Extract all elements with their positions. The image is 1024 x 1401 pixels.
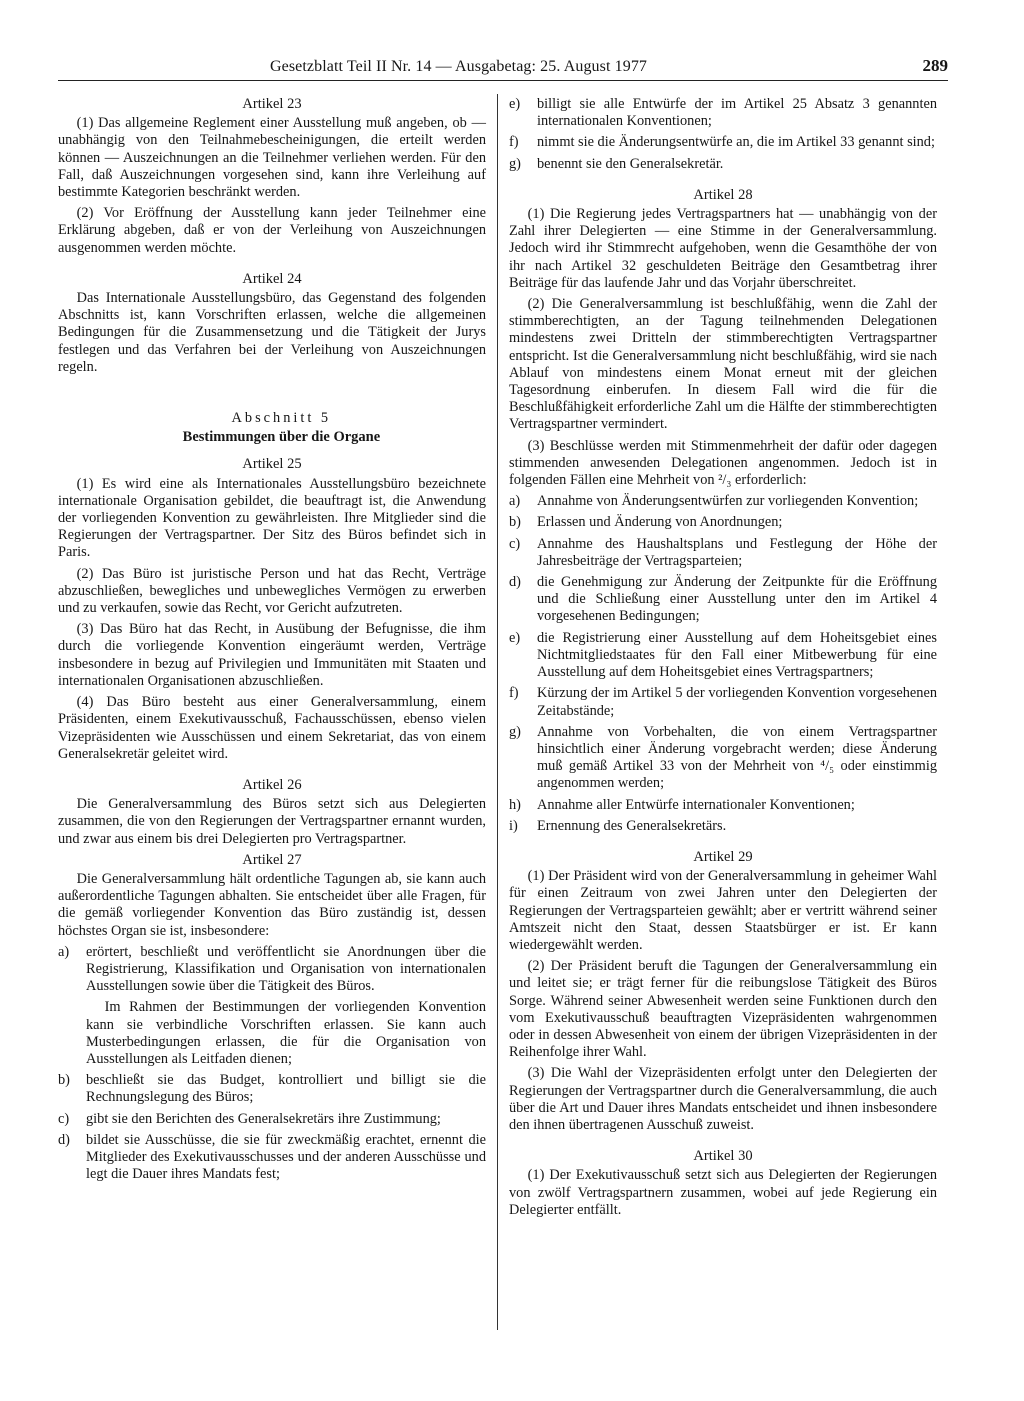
list-item [509,536,937,570]
list-item-text: die Registrierung einer Ausstellung auf dem Hoheitsgebiet eines Nichtmitgliedstaates für den Fall einer Mitbewerbung für eine Ausstellung auf dem Hoheitsgebiet eines Vertragspartners; [537,629,937,681]
article-27-heading: Artikel 27 [242,851,302,868]
article-23-para-1: (1) Das allgemeine Reglement einer Ausstellung muß angeben, ob — unabhängig von den Teilnahmebescheinigungen, die erteilt werden können — Auszeichnungen an die Teilnehmer verliehen werden. Für den Fall, daß Auszeichnungen vorgesehen sind, kann ihre Verleihung auf bestimmte Kategorien beschränkt werden. [58,115,486,201]
list-item-label: d) [509,574,521,591]
list-item [509,724,937,793]
article-29-heading: Artikel 29 [693,848,753,865]
article-25-para-2: (2) Das Büro ist juristische Person und hat das Recht, Verträge abzuschließen, bewegliches und unbewegliches Vermögen zu erwerben und zu verkaufen, sowie das Recht, vor Gericht aufzutreten. [58,565,486,617]
list-item-text: nimmt sie die Änderungsentwürfe an, die im Artikel 33 genannt sind; [537,134,935,151]
list-item-text: Kürzung der im Artikel 5 der vorliegenden Konvention vorgesehenen Zeitabstände; [537,685,937,719]
article-28-heading: Artikel 28 [693,186,753,203]
list-item-text: Annahme aller Entwürfe internationaler Konventionen; [537,796,855,813]
running-title: Gesetzblatt Teil II Nr. 14 — Ausgabetag: 25. August 1977 [270,58,648,75]
list-item [509,514,937,531]
list-item-text: Annahme von Vorbehalten, die von einem Vertragspartner hinsichtlich einer Änderung vorgebracht werden; diese Änderung muß gemäß Artikel 33 von der Mehrheit von ⁴/₅ oder einstimmig angenommen werden; [537,723,937,792]
list-item-label: b) [509,514,521,531]
list-item-text: die Genehmigung zur Änderung der Zeitpunkte für die Eröffnung und die Schließung einer Ausstellung unter den im Artikel 4 vorgesehenen Bedingungen; [537,574,937,625]
list-item [509,630,937,682]
list-item [58,1132,486,1184]
article-30-para-1: (1) Der Exekutivausschuß setzt sich aus Delegierten der Regierungen von zwölf Vertragspartnern zusammen, wobei auf jede Regierung ein Delegierter entfällt. [509,1167,937,1218]
list-item [509,134,937,151]
section-label: Abschnitt 5 [231,410,332,427]
list-item-text: Ernennung des Generalsekretärs. [537,817,727,834]
list-item-label: f) [509,134,519,151]
article-28-para-1: (1) Die Regierung jedes Vertragspartners hat — unabhängig von der Zahl ihrer Delegierten — eine Stimme in der Generalversammlung. Jedoch wird ihr Stimmrecht aufgehoben, wenn die Gesamthöhe der von ihr nach Artikel 32 geschuldeten Beiträge den Gesamtbetrag ihrer Beiträge für das laufende Jahr und das Vorjahr überschreitet. [509,206,937,291]
list-item-text: Annahme des Haushaltsplans und Festlegung der Höhe der Jahresbeiträge der Vertragsparteien; [537,535,937,569]
list-item-label: i) [509,817,518,834]
list-item [509,797,937,814]
list-item-text: gibt sie den Berichten des Generalsekretärs ihre Zustimmung; [86,1110,441,1127]
list-item-label: d) [58,1131,70,1148]
list-item-label: c) [509,535,521,552]
list-item [58,1111,486,1128]
article-25-para-1: (1) Es wird eine als Internationales Ausstellungsbüro bezeichnete internationale Organisation gebildet, die beauftragt ist, die Anwendung der vorliegenden Konvention zu gewährleisten. Ihre Mitglieder sind die Regierungen der Vertragspartner. Der Sitz des Büros befindet sich in Paris. [58,475,486,561]
list-item-text: Annahme von Änderungsentwürfen zur vorliegenden Konvention; [537,493,919,510]
article-25-para-4: (4) Das Büro besteht aus einer Generalversammlung, einem Präsidenten, einem Exekutivausschuß, Fachausschüssen, ebenso vielen Vizepräsidenten wie Ausschüssen und einem Sekretariat, das von einem Generalsekretär geleitet wird. [58,694,486,762]
article-28-para-3: (3) Beschlüsse werden mit Stimmenmehrheit der dafür oder dagegen stimmenden anwesenden Delegationen angenommen. Jedoch ist in folgenden Fällen eine Mehrheit von ²/₃ erforderlich: [509,437,937,489]
list-item [509,685,937,719]
list-item [58,944,486,996]
article-27-intro: Die Generalversammlung hält ordentliche Tagungen ab, sie kann auch außerordentliche Tagungen abhalten. Sie entscheidet über alle Fragen, für die gemäß vorliegender Konvention das Büro zuständig ist, dessen höchstes Organ sie ist, insbesondere: [58,870,486,939]
article-25-para-3: (3) Das Büro hat das Recht, in Ausübung der Befugnisse, die ihm durch die vorliegende Konvention eingeräumt werden, Verträge insbesondere in bezug auf Privilegien und Immunitäten mit Staaten und internationalen Organisationen abzuschließen. [58,621,486,689]
column-divider [497,94,498,1330]
list-item-label: e) [509,629,521,646]
list-item-label: b) [58,1072,70,1089]
list-item-text: beschließt sie das Budget, kontrolliert und billigt sie die Rechnungslegung des Büros; [86,1072,486,1106]
article-23-heading: Artikel 23 [242,96,302,112]
list-item-label: g) [509,723,521,740]
article-28-para-2: (2) Die Generalversammlung ist beschlußfähig, wenn die Zahl der stimmberechtigten, an der Tagung teilnehmenden Delegationen mindestens zwei Dritteln der stimmberechtigten Vertragspartner entspricht. Ist die Generalversammlung nicht beschlußfähig, wird sie nach Ablauf von mindestens einem Monat erneut mit der gleichen Tagesordnung einberufen. In diesem Fall wird die für die Beschlußfähigkeit erforderliche Zahl um die Hälfte der stimmberechtigten Vertragspartner vermindert. [509,296,937,433]
article-25-heading: Artikel 25 [242,456,302,473]
list-item-label: a) [509,493,521,510]
page-header [58,56,948,81]
article-26-para-1: Die Generalversammlung des Büros setzt sich aus Delegierten zusammen, die von den Regierungen der Vertragspartner ernannt wurden, und zwar aus einem bis drei Delegierten pro Vertragspartner. [58,796,486,847]
list-item-text: bildet sie Ausschüsse, die sie für zweckmäßig erachtet, ernennt die Mitglieder des Exekutivausschusses und der anderen Ausschüsse und legt die Dauer ihres Mandats fest; [86,1131,486,1183]
article-24-para-1: Das Internationale Ausstellungsbüro, das Gegenstand des folgenden Abschnitts ist, kann Vorschriften erlassen, welche die allgemeinen Bedingungen für die Zusammensetzung und die Tätigkeit der Jurys festlegen und das Verfahren bei der Verleihung von Auszeichnungen regeln. [58,290,486,375]
list-item [509,96,937,130]
list-item [58,1072,486,1106]
article-29-para-2: (2) Der Präsident beruft die Tagungen der Generalversammlung ein und leitet sie; er trägt ferner für die reibungslose Tätigkeit des Büros Sorge. Während seiner Abwesenheit werden seine Funktionen durch den vom Exekutivausschuß beauftragten Vizepräsidenten wahrgenommen oder in dessen Abwesenheit von einem der übrigen Vizepräsidenten in der Reihenfolge ihrer Wahl. [509,958,937,1061]
list-item [509,818,937,835]
article-29-para-3: (3) Die Wahl der Vizepräsidenten erfolgt unter den Delegierten der Regierungen der Vertragspartner durch die Generalversammlung, die auch über die Art und Dauer ihres Mandats entscheidet und ihnen insbesondere den ihnen übertragenen Ausschuß zuweist. [509,1065,937,1133]
left-column [58,96,486,1187]
list-item-label: a) [58,943,70,960]
right-column [509,96,937,1223]
list-item-label: h) [509,796,521,813]
list-item-text: billigt sie alle Entwürfe der im Artikel 25 Absatz 3 genannten internationalen Konventionen; [537,96,937,130]
list-item-subparagraph: Im Rahmen der Bestimmungen der vorliegenden Konvention kann sie verbindliche Vorschriften erlassen. Sie kann auch Musterbedingungen erlassen, die für die Organisation von Ausstellungen als Leitfaden dienen; [86,999,486,1067]
section-title: Bestimmungen über die Organe [182,429,381,446]
list-item [509,574,937,626]
list-item-label: g) [509,155,521,172]
article-23-para-2: (2) Vor Eröffnung der Ausstellung kann jeder Teilnehmer eine Erklärung abgeben, daß er von der Verleihung von Auszeichnungen ausgenommen werden möchte. [58,205,486,256]
list-item-label: f) [509,685,519,702]
list-item [509,156,937,173]
article-29-para-1: (1) Der Präsident wird von der Generalversammlung in geheimer Wahl für einen Zeitraum von zwei Jahren unter den Delegierten der Regierungen der Vertragsparteien gewählt; aber er vertritt während seiner Amtszeit nicht den Staat, dessen Staatsbürger er ist. Er kann wiedergewählt werden. [509,868,937,953]
article-24-heading: Artikel 24 [242,270,302,287]
list-item [509,493,937,510]
list-item-text: benennt sie den Generalsekretär. [537,155,724,172]
list-item-text: erörtert, beschließt und veröffentlicht sie Anordnungen über die Registrierung, Klassifikation und Organisation von internationalen Ausstellungen sowie über die Tätigkeit des Büros. [86,943,486,995]
list-item-label: c) [58,1110,70,1127]
page-number: 289 [922,56,948,75]
list-item-label: e) [509,96,521,112]
article-26-heading: Artikel 26 [242,776,302,793]
list-item-text: Erlassen und Änderung von Anordnungen; [537,514,783,531]
article-30-heading: Artikel 30 [693,1148,753,1165]
